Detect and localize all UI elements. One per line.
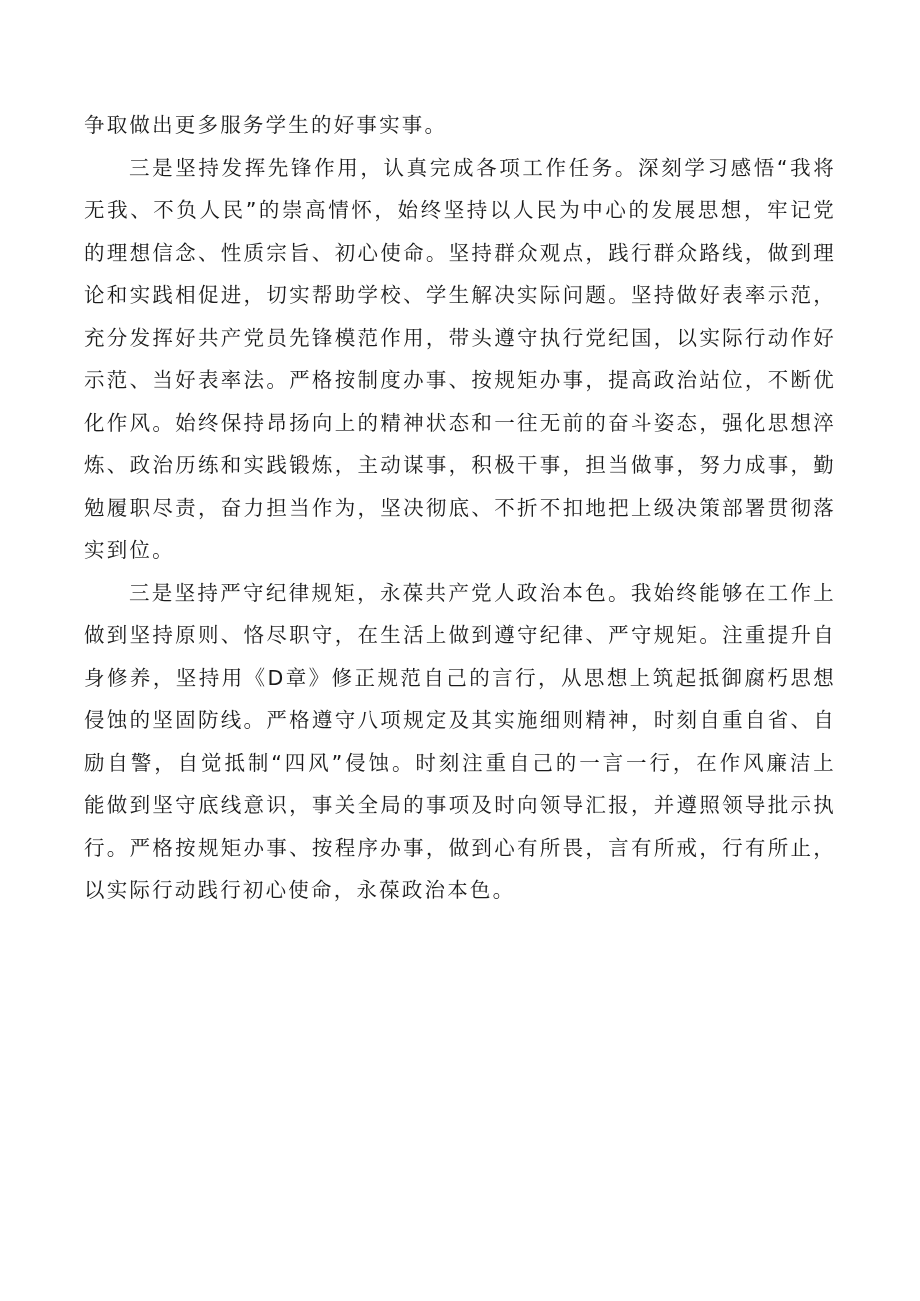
paragraph-continuation: 争取做出更多服务学生的好事实事。 [84,113,448,137]
document-page [84,104,836,912]
paragraph-discipline: 三是坚持严守纪律规矩，永葆共产党人政治本色。我始终能够在工作上做到坚持原则、恪尽职守，在生活上做到遵守纪律、严守规矩。注重提升自身修养，坚持用《D章》修正规范自己的言行，从思想上筑起抵御腐朽思想侵蚀的坚固防线。严格遵守八项规定及其实施细则精神，时刻自重自省、自励自警，自觉抵制“四风”侵蚀。时刻注重自己的一言一行，在作风廉洁上能做到坚守底线意识，事关全局的事项及时向领导汇报，并遵照领导批示执行。严格按规矩办事、按程序办事，做到心有所畏，言有所戒，行有所止，以实际行动践行初心使命，永葆政治本色。 [84,580,836,902]
paragraph-vanguard-role: 三是坚持发挥先锋作用，认真完成各项工作任务。深刻学习感悟“我将无我、不负人民”的崇高情怀，始终坚持以人民为中心的发展思想，牢记党的理想信念、性质宗旨、初心使命。坚持群众观点，践行群众路线，做到理论和实践相促进，切实帮助学校、学生解决实际问题。坚持做好表率示范，充分发挥好共产党员先锋模范作用，带头遵守执行党纪国，以实际行动作好示范、当好表率法。严格按制度办事、按规矩办事，提高政治站位，不断优化作风。始终保持昂扬向上的精神状态和一往无前的奋斗姿态，强化思想淬炼、政治历练和实践锻炼，主动谋事，积极干事，担当做事，努力成事，勤勉履职尽责，奋力担当作为，坚决彻底、不折不扣地把上级决策部署贯彻落实到位。 [84,155,836,562]
